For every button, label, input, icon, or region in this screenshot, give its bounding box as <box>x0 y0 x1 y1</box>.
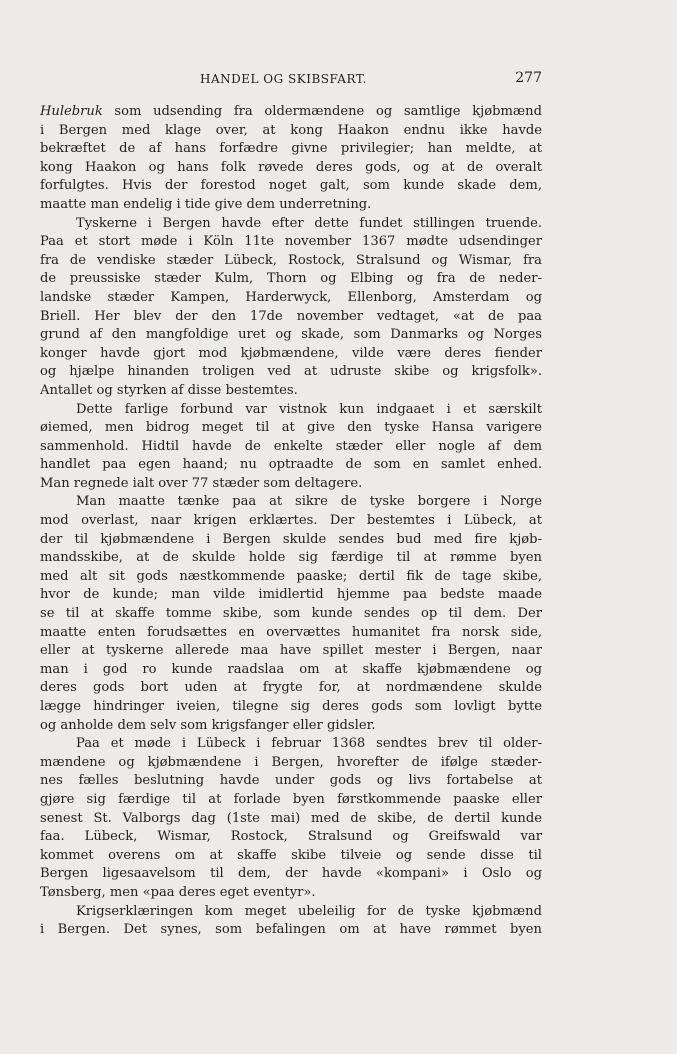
text-line: kong Haakon og hans folk røvede deres gods, og at de overalt <box>40 159 542 175</box>
text-line: Dette farlige forbund var vistnok kun indgaaet i et særskilt <box>76 401 542 417</box>
text-line: gjøre sig færdige til at forlade byen førstkommende paaske eller <box>40 791 542 807</box>
paragraph <box>40 215 542 401</box>
text-line: landske stæder Kampen, Harderwyck, Ellenborg, Amsterdam og <box>40 289 542 305</box>
text-line: Man maatte tænke paa at sikre de tyske borgere i Norge <box>76 494 542 510</box>
text-line: i Bergen. Det synes, som befalingen om at have rømmet byen <box>40 922 542 938</box>
text-line: kommet overens om at skaffe skibe tilveie og sende disse til <box>40 847 542 863</box>
text-line: se til at skaffe tomme skibe, som kunde sendes op til dem. Der <box>40 606 542 622</box>
italic-name: Hulebruk <box>40 104 103 119</box>
text-line: lægge hindringer iveien, tilegne sig deres gods som lovligt bytte <box>40 699 542 714</box>
text-line: konger havde gjort mod kjøbmændene, vilde være deres fiender <box>40 345 542 361</box>
text-line: nes fælles beslutning havde under gods og livs fortabelse at <box>40 773 542 789</box>
text-line: Man regnede ialt over 77 stæder som deltagere. <box>40 475 363 491</box>
paragraph <box>40 493 542 735</box>
text-line: faa. Lübeck, Wismar, Rostock, Stralsund og Greifswald var <box>40 829 542 845</box>
text-line: fra de vendiske stæder Lübeck, Rostock, Stralsund og Wismar, fra <box>40 252 542 268</box>
text-line: og anholde dem selv som krigsfanger eller gidsler. <box>40 717 376 733</box>
text-line: Bergen ligesaavelsom til dem, der havde «kompani» i Oslo og <box>40 866 542 882</box>
paragraph <box>40 103 542 215</box>
text-line: sammenhold. Hidtil havde de enkelte stæder eller nogle af dem <box>40 438 542 454</box>
text-line: hvor de kunde; man vilde imidlertid hjemme paa bedste maade <box>40 587 542 603</box>
text-line: Tønsberg, men «paa deres eget eventyr». <box>40 884 316 900</box>
text-line: der til kjøbmændene i Bergen skulde sendes bud med fire kjøb- <box>40 531 542 547</box>
page-number: 277 <box>515 70 542 86</box>
paragraph <box>40 735 542 902</box>
text-line: mod overlast, naar krigen erklærtes. Der bestemtes i Lübeck, at <box>40 513 542 529</box>
text-line: Krigserklæringen kom meget ubeleilig for de tyske kjøbmænd <box>76 903 542 919</box>
text-line: og hjælpe hinanden troligen ved at udruste skibe og krigsfolk». <box>40 364 542 380</box>
text-line: mandsskibe, at de skulde holde sig færdige til at rømme byen <box>40 550 542 566</box>
body-text <box>40 103 542 940</box>
text-line: maatte enten forudsættes en overvættes humanitet fra norsk side, <box>40 624 542 640</box>
text-line: bekræftet de af hans forfædre givne privilegier; han meldte, at <box>40 141 542 157</box>
text-line: senest St. Valborgs dag (1ste mai) med de skibe, de dertil kunde <box>40 810 542 826</box>
text-line: deres gods bort uden at frygte for, at nordmændene skulde <box>40 680 542 696</box>
text-line: i Bergen med klage over, at kong Haakon endnu ikke havde <box>40 122 542 138</box>
text-line: man i god ro kunde raadslaa om at skaffe kjøbmændene og <box>40 661 542 677</box>
text-line: eller at tyskerne allerede maa have spillet mester i Bergen, naar <box>40 643 542 659</box>
paragraph <box>40 903 542 940</box>
text-line: Briell. Her blev der den 17de november vedtaget, «at de paa <box>40 308 542 324</box>
text-line: øiemed, men bidrog meget til at give den tyske Hansa varigere <box>40 420 542 436</box>
page-header <box>40 72 542 92</box>
text-line: forfulgtes. Hvis der forestod noget galt, som kunde skade dem, <box>40 178 542 194</box>
running-head: HANDEL OG SKIBSFART. <box>200 72 367 86</box>
text-line: Tyskerne i Bergen havde efter dette fundet stillingen truende. <box>76 215 542 231</box>
text-line: mændene og kjøbmændene i Bergen, hvorefter de ifølge stæder- <box>40 754 542 770</box>
text-line: Paa et stort møde i Köln 11te november 1367 mødte udsendinger <box>40 234 542 250</box>
text-line: Hulebruk som udsending fra oldermændene og samtlige kjøbmænd <box>40 104 542 119</box>
text-line: handlet paa egen haand; nu optraadte de som en samlet enhed. <box>40 457 542 473</box>
text-line: Paa et møde i Lübeck i februar 1368 sendtes brev til older- <box>76 736 542 752</box>
text-line: de preussiske stæder Kulm, Thorn og Elbing og fra de neder- <box>40 271 542 287</box>
text-line: grund af den mangfoldige uret og skade, som Danmarks og Norges <box>40 327 542 343</box>
text-line: maatte man endelig i tide give dem underretning. <box>40 196 372 212</box>
text-line: med alt sit gods næstkommende paaske; dertil fik de tage skibe, <box>40 568 542 584</box>
text-line: Antallet og styrken af disse bestemtes. <box>40 382 298 398</box>
paragraph <box>40 401 542 494</box>
